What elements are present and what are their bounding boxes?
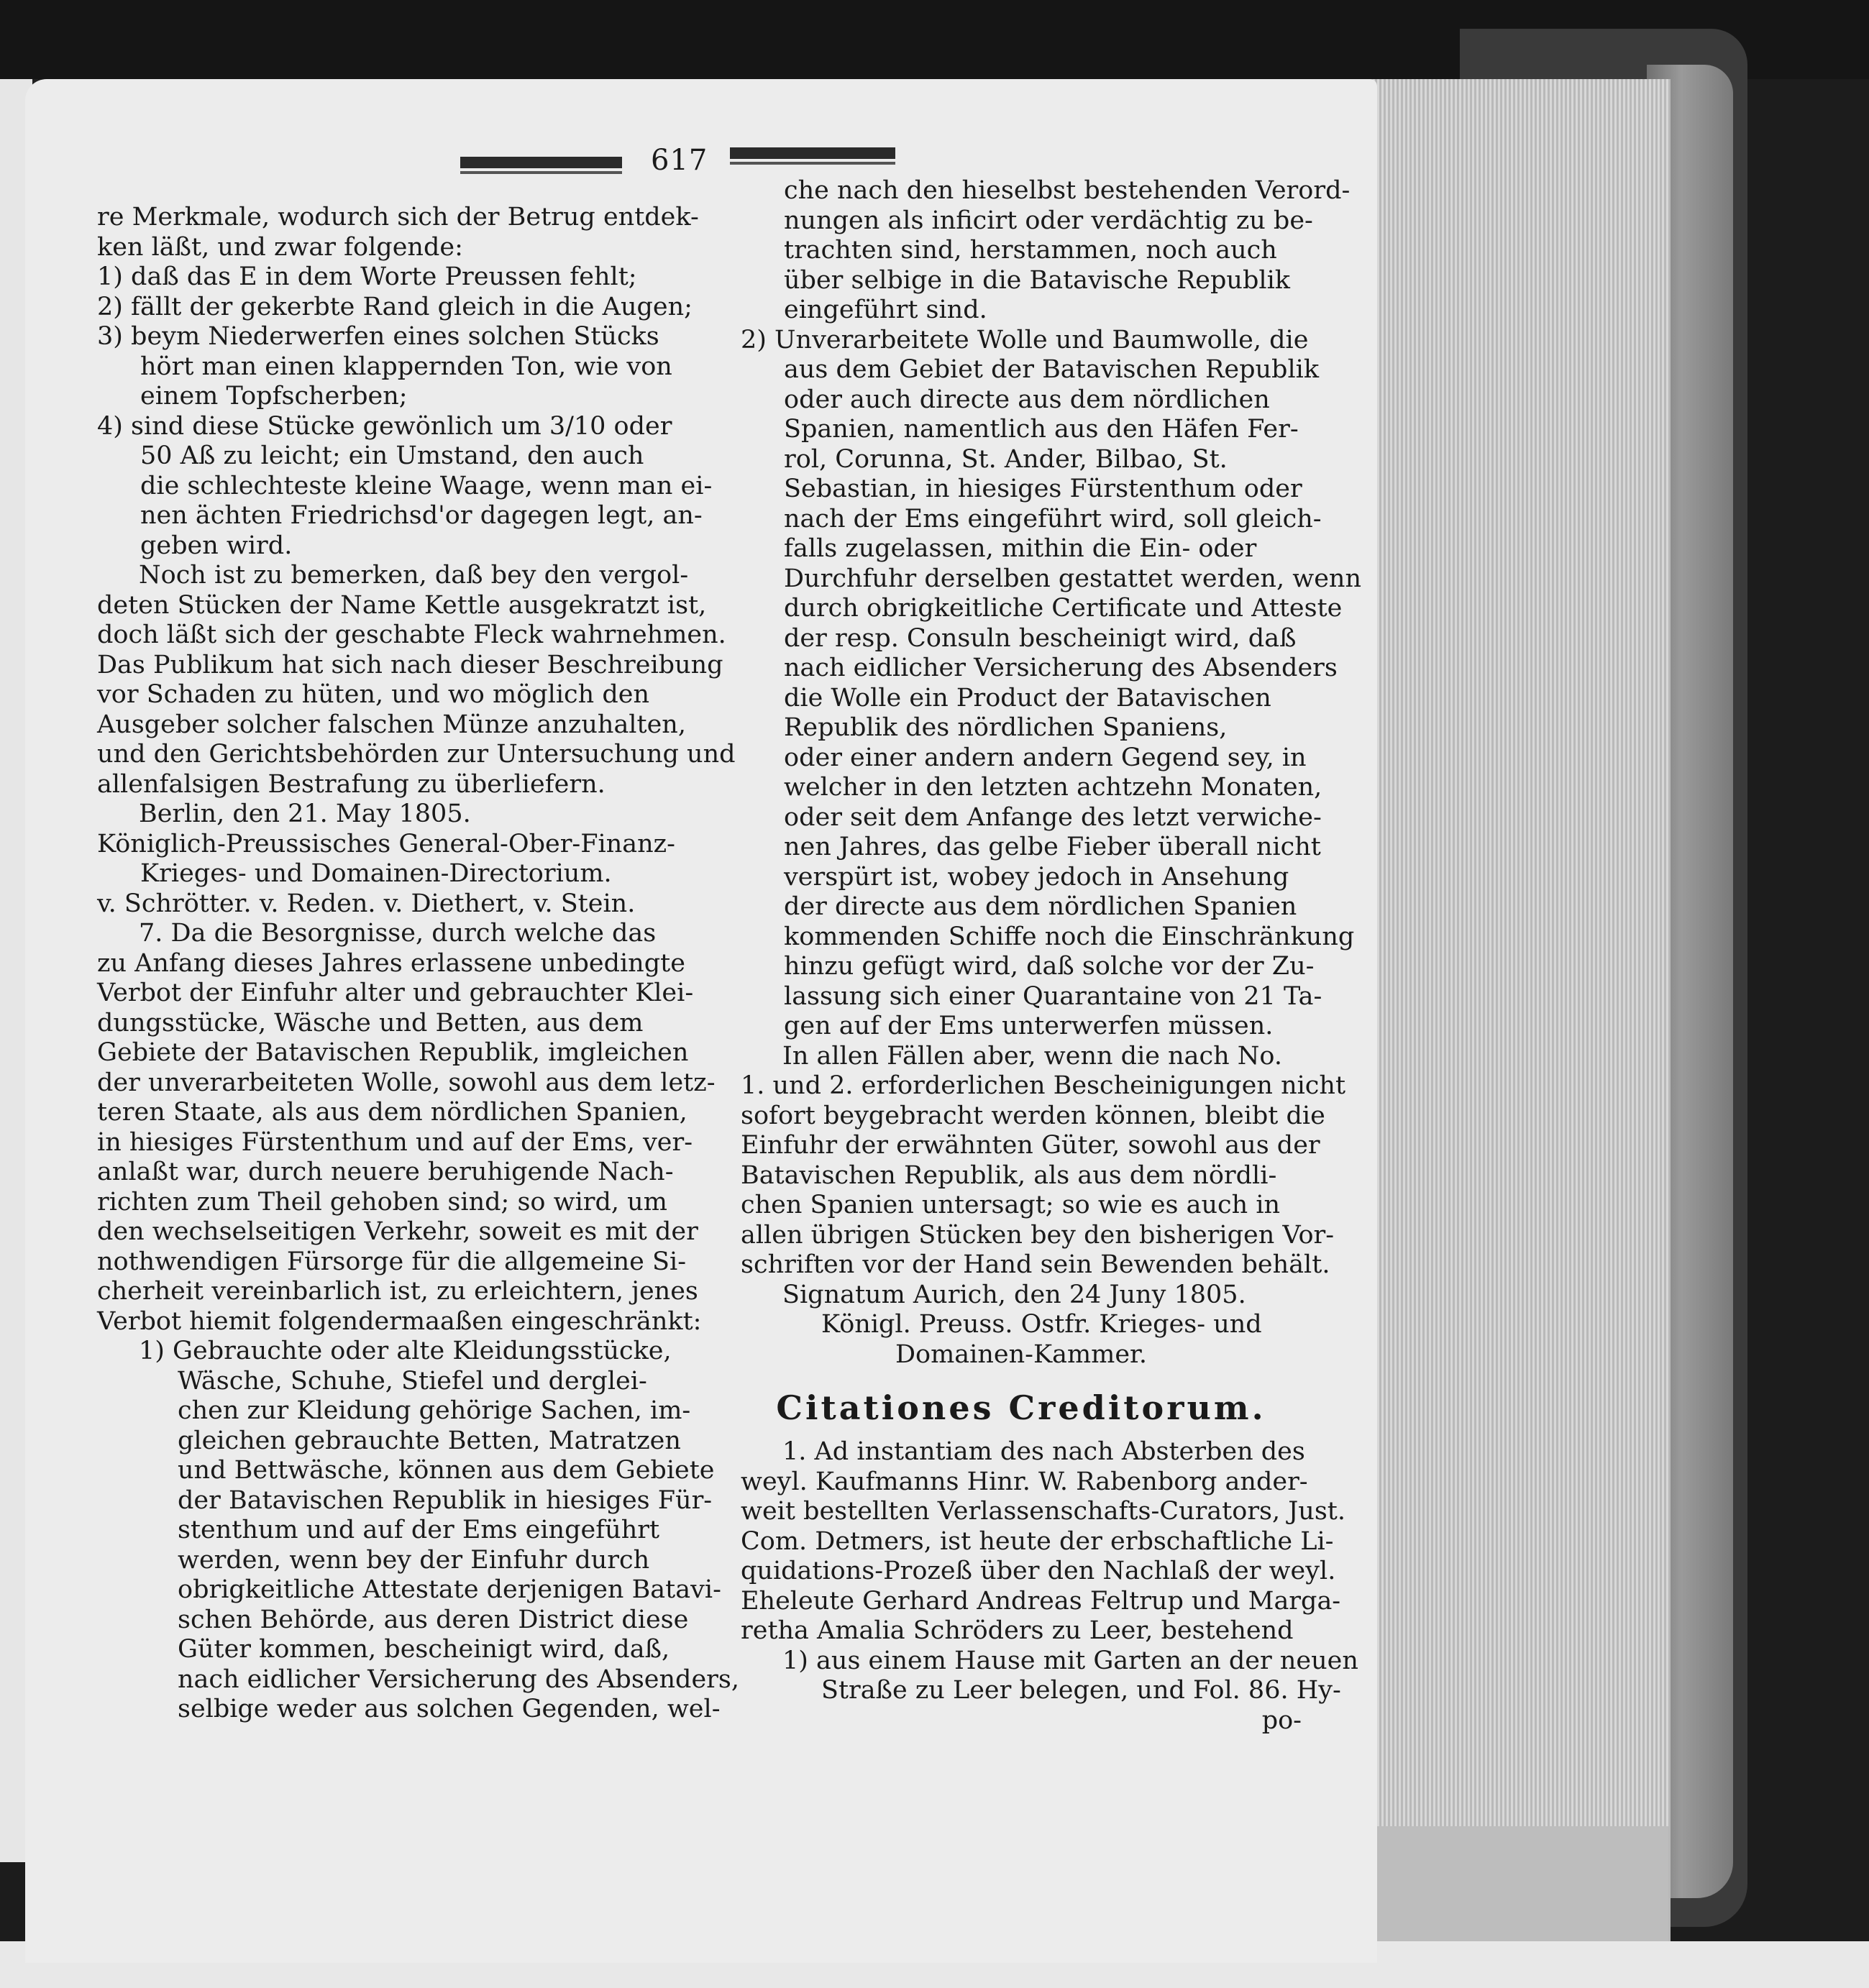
text-line: re Merkmale, wodurch sich der Betrug entdek- [97,203,699,232]
text-line: Verbot der Einfuhr alter und gebrauchter Klei- [97,979,694,1007]
text-line: gleichen gebrauchte Betten, Matratzen [178,1426,681,1455]
text-line: Domainen-Kammer. [895,1339,1148,1369]
text-line: teren Staate, als aus dem nördlichen Spanien, [97,1098,687,1127]
text-line: der unverarbeiteten Wolle, sowohl aus dem letz- [97,1068,716,1097]
text-line: Verbot hiemit folgendermaaßen eingeschränkt: [97,1306,702,1336]
text-line: retha Amalia Schröders zu Leer, bestehend [741,1616,1294,1645]
text-line: Berlin, den 21. May 1805. [139,800,471,828]
text-line: oder einer andern andern Gegend sey, in [784,743,1307,772]
text-line: richten zum Theil gehoben sind; so wird, um [97,1187,667,1217]
page-number: 617 [651,144,708,177]
text-line: falls zugelassen, mithin die Ein- oder [784,534,1257,563]
text-column-left [97,203,739,1725]
text-line: chen Spanien untersagt; so wie es auch in [741,1191,1281,1219]
text-line: chen zur Kleidung gehörige Sachen, im- [178,1396,691,1425]
text-line: 1) Gebrauchte oder alte Kleidungsstücke, [139,1337,672,1365]
header-rule-left [460,157,622,168]
text-line: Gebiete der Batavischen Republik, imgleichen [97,1038,689,1067]
text-line: Republik des nördlichen Spaniens, [784,713,1228,742]
text-line: gen auf der Ems unterwerfen müssen. [784,1012,1274,1040]
text-line: schriften vor der Hand sein Bewenden behält. [741,1250,1330,1279]
text-line: der directe aus dem nördlichen Spanien [784,892,1297,921]
text-line: 7. Da die Besorgnisse, durch welche das [139,919,657,948]
text-line: Einfuhr der erwähnten Güter, sowohl aus der [741,1131,1320,1160]
text-line: durch obrigkeitliche Certificate und Atteste [784,594,1343,623]
text-line: Eheleute Gerhard Andreas Feltrup und Marga- [741,1586,1341,1616]
text-line: nach der Ems eingeführt wird, soll gleich- [784,504,1322,533]
text-line: Durchfuhr derselben gestattet werden, wenn [784,564,1361,593]
text-line: den wechselseitigen Verkehr, soweit es mit der [97,1217,698,1246]
text-line: Krieges- und Domainen-Directorium. [140,859,612,888]
text-line: werden, wenn bey der Einfuhr durch [178,1545,650,1575]
header-rule-right [730,147,895,159]
text-line: Ausgeber solcher falschen Münze anzuhalten, [97,710,686,739]
text-line: und den Gerichtsbehörden zur Untersuchung und [97,740,736,769]
text-line: lassung sich einer Quarantaine von 21 Ta- [784,981,1322,1011]
text-line: einem Topfscherben; [140,382,408,411]
text-line: Sebastian, in hiesiges Fürstenthum oder [784,475,1302,503]
text-line: ken läßt, und zwar folgende: [97,232,463,262]
text-line: über selbige in die Batavische Republik [784,265,1290,295]
text-line: hinzu gefügt wird, daß solche vor der Zu- [784,952,1315,981]
text-line: po- [1261,1705,1302,1735]
text-line: oder seit dem Anfange des letzt verwiche- [784,802,1322,832]
text-line: aus dem Gebiet der Batavischen Republik [784,355,1320,384]
text-line: 2) Unverarbeitete Wolle und Baumwolle, die [741,325,1309,354]
text-line: trachten sind, herstammen, noch auch [784,236,1277,265]
text-line: Com. Detmers, ist heute der erbschaftliche Li- [741,1526,1334,1556]
page-block-edges [1366,79,1671,1963]
text-line: kommenden Schiffe noch die Einschränkung [784,922,1355,951]
text-line: verspürt ist, wobey jedoch in Ansehung [784,862,1289,892]
text-line: Güter kommen, bescheinigt wird, daß, [178,1635,670,1664]
text-line: 2) fällt der gekerbte Rand gleich in die Augen; [97,292,693,321]
text-line: rol, Corunna, St. Ander, Bilbao, St. [784,444,1228,474]
text-line: der Batavischen Republik in hiesiges Für- [178,1485,713,1515]
text-line: che nach den hieselbst bestehenden Verord- [784,176,1351,205]
text-line: selbige weder aus solchen Gegenden, wel- [178,1695,721,1723]
text-line: quidations-Prozeß über den Nachlaß der weyl. [741,1557,1336,1585]
text-line: stenthum und auf der Ems eingeführt [178,1516,660,1544]
text-line: Signatum Aurich, den 24 Juny 1805. [782,1280,1246,1309]
text-line: sofort beygebracht werden können, bleibt die [741,1101,1325,1130]
text-line: nen Jahres, das gelbe Fieber überall nicht [784,833,1321,861]
text-line: obrigkeitliche Attestate derjenigen Batavi- [178,1575,721,1604]
text-line: der resp. Consuln bescheinigt wird, daß [784,623,1297,653]
text-line: v. Schrötter. v. Reden. v. Diethert, v. Stein. [97,889,636,918]
text-line: in hiesiges Fürstenthum und auf der Ems, ver- [97,1127,693,1157]
text-line: und Bettwäsche, können aus dem Gebiete [178,1456,715,1485]
text-line: 3) beym Niederwerfen eines solchen Stücks [97,322,659,351]
text-column-right [741,176,1361,1736]
text-line: Königlich-Preussisches General-Ober-Finanz- [97,829,675,858]
text-line: welcher in den letzten achtzehn Monaten, [784,773,1322,802]
text-line: hört man einen klappernden Ton, wie von [140,352,672,381]
text-line: die Wolle ein Product der Batavischen [784,683,1271,713]
text-line: deten Stücken der Name Kettle ausgekratzt ist, [97,590,707,620]
text-line: Spanien, namentlich aus den Häfen Fer- [784,415,1299,444]
text-line: doch läßt sich der geschabte Fleck wahrnehmen. [97,620,726,649]
text-line: nen ächten Friedrichsd'or dagegen legt, an- [140,501,703,530]
text-line: Straße zu Leer belegen, und Fol. 86. Hy- [821,1676,1341,1705]
text-line: eingeführt sind. [784,296,987,324]
text-line: nach eidlicher Versicherung des Absenders, [178,1664,739,1694]
text-line: die schlechteste kleine Waage, wenn man ei- [140,471,713,500]
text-line: 1. Ad instantiam des nach Absterben des [782,1437,1305,1466]
text-line: Das Publikum hat sich nach dieser Beschreibung [97,650,723,679]
text-line: 50 Aß zu leicht; ein Umstand, den auch [140,441,644,470]
text-line: allenfalsigen Bestrafung zu überliefern. [97,769,606,799]
text-line: 1) aus einem Hause mit Garten an der neuen [782,1646,1358,1675]
text-line: anlaßt war, durch neuere beruhigende Nach- [97,1158,674,1186]
text-line: zu Anfang dieses Jahres erlassene unbedingte [97,948,685,978]
text-line: cherheit vereinbarlich ist, zu erleichtern, jenes [97,1277,698,1306]
text-line: weit bestellten Verlassenschafts-Curators, Just. [741,1497,1345,1526]
text-line: Wäsche, Schuhe, Stiefel und derglei- [178,1366,647,1396]
text-line: Königl. Preuss. Ostfr. Krieges- und [821,1310,1262,1339]
text-line: 1) daß das E in dem Worte Preussen fehlt; [97,262,637,291]
text-line: 1. und 2. erforderlichen Bescheinigungen nicht [741,1071,1346,1100]
text-line: nungen als inficirt oder verdächtig zu be- [784,206,1313,235]
text-line: nach eidlicher Versicherung des Absenders [784,654,1338,682]
text-line: nothwendigen Fürsorge für die allgemeine Si- [97,1247,687,1276]
text-line: 4) sind diese Stücke gewönlich um 3/10 oder [97,411,672,441]
text-line: schen Behörde, aus deren District diese [178,1605,689,1634]
text-line: dungsstücke, Wäsche und Betten, aus dem [97,1008,644,1037]
text-line: allen übrigen Stücken bey den bisherigen Vor- [741,1220,1335,1250]
text-line: oder auch directe aus dem nördlichen [784,385,1270,414]
text-line: geben wird. [140,531,293,560]
text-line: Batavischen Republik, als aus dem nördli- [741,1160,1277,1190]
text-line: Noch ist zu bemerken, daß bey den vergol- [139,561,689,590]
section-heading: Citationes Creditorum. [776,1388,1266,1427]
text-line: In allen Fällen aber, wenn die nach No. [782,1041,1282,1071]
text-line: weyl. Kaufmanns Hinr. W. Rabenborg ander- [741,1467,1308,1496]
text-line: vor Schaden zu hüten, und wo möglich den [97,680,649,709]
